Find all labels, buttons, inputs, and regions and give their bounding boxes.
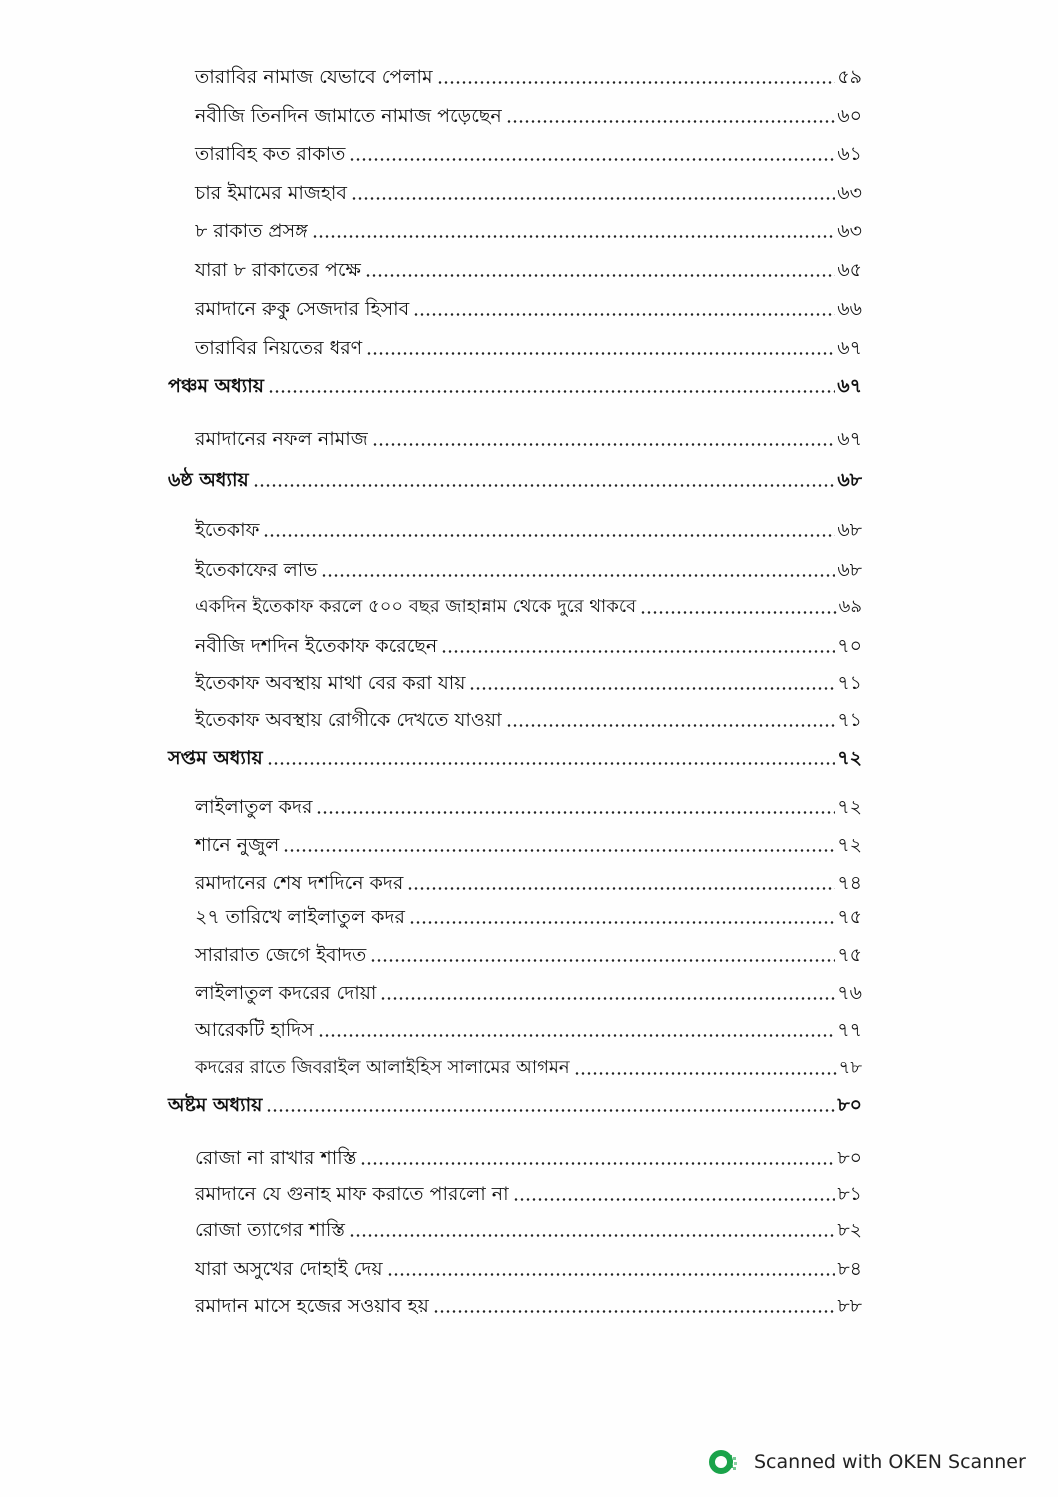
dot-leader [380, 997, 835, 1000]
toc-entry-title: ইতেকাফ অবস্থায় রোগীকে দেখতে যাওয়া [195, 709, 502, 731]
toc-entry-title: যারা অসুখের দোহাই দেয় [195, 1258, 383, 1280]
toc-entry-title: ২৭ তারিখে লাইলাতুল কদর [195, 906, 405, 928]
toc-entry-title: একদিন ইতেকাফ করলে ৫০০ বছর জাহান্নাম থেকে দুরে থাকবে [195, 596, 637, 617]
toc-entry-title: ইতেকাফ [195, 519, 260, 541]
dot-leader [506, 120, 836, 123]
toc-entry-page: ৭৪ [837, 872, 862, 894]
watermark-text: Scanned with OKEN Scanner [754, 1451, 1026, 1473]
dot-leader [351, 197, 835, 200]
toc-entry-page: ৬১ [837, 143, 862, 165]
toc-entry-title: ৮ রাকাত প্রসঙ্গ [195, 220, 308, 242]
toc-entry-page: ৭১ [837, 709, 862, 731]
toc-entry-page: ৬৮ [837, 519, 862, 541]
toc-entry-title: শানে নুজুল [195, 834, 280, 856]
toc-entry-title: রোজা না রাখার শাস্তি [195, 1147, 357, 1169]
dot-leader [312, 235, 836, 238]
toc-entry-page: ৬০ [837, 105, 862, 127]
toc-entry-page: ৭৫ [837, 944, 862, 966]
toc-entry-title: নবীজি দশদিন ইতেকাফ করেছেন [195, 635, 438, 657]
dot-leader [441, 650, 835, 653]
toc-entry-title: আরেকটি হাদিস [195, 1019, 314, 1041]
toc-entry [195, 1209, 862, 1243]
dot-leader [506, 724, 836, 727]
toc-entry [195, 625, 862, 659]
toc-entry-page: ৭২ [837, 796, 862, 818]
dot-leader [365, 274, 835, 277]
dot-leader [407, 887, 835, 890]
dot-leader [253, 484, 836, 487]
toc-entry-page: ৮০ [837, 1094, 862, 1116]
toc-entry-title: পঞ্চম অধ্যায় [168, 375, 264, 397]
toc-entry [195, 934, 862, 968]
toc-entry-title: রমাদানের নফল নামাজ [195, 428, 368, 450]
toc-entry-page: ৭৮ [838, 1057, 862, 1078]
toc-entry [195, 1137, 862, 1171]
toc-entry-page: ৮১ [837, 1183, 862, 1205]
dot-leader [266, 1109, 835, 1112]
toc-entry-page: ৭২ [837, 834, 862, 856]
toc-entry-page: ৮০ [837, 1147, 862, 1169]
toc-entry-title: সারারাত জেগে ইবাদত [195, 944, 367, 966]
dot-leader [349, 158, 835, 161]
toc-entry [195, 1009, 862, 1043]
oken-scanner-logo-icon [708, 1446, 740, 1478]
toc-chapter-heading [168, 737, 862, 771]
toc-entry-page: ৭২ [837, 747, 862, 769]
toc-entry-page: ৭১ [837, 672, 862, 694]
toc-entry-page: ৬৫ [837, 259, 862, 281]
toc-entry-title: সপ্তম অধ্যায় [168, 747, 263, 769]
toc-entry [195, 972, 862, 1006]
toc-chapter-heading [168, 459, 862, 493]
toc-entry [195, 509, 862, 543]
toc-entry-title: রমাদানে যে গুনাহ মাফ করাতে পারলো না [195, 1183, 509, 1205]
dot-leader [267, 762, 836, 765]
toc-entry-page: ৭০ [837, 635, 862, 657]
toc-entry-title: তারাবিহ কত রাকাত [195, 143, 346, 165]
toc-entry-title: ইতেকাফের লাভ [195, 559, 318, 581]
dot-leader [316, 811, 835, 814]
dot-leader [283, 849, 835, 852]
toc-entry [195, 327, 862, 361]
toc-entry-page: ৬৩ [837, 220, 862, 242]
toc-entry-page: ৬৭ [837, 428, 862, 450]
toc-entry [195, 824, 862, 858]
toc-entry-page: ৬৭ [837, 337, 862, 359]
dot-leader [413, 313, 835, 316]
toc-entry-title: ইতেকাফ অবস্থায় মাথা বের করা যায় [195, 672, 466, 694]
toc-entry-page: ৭৫ [837, 906, 862, 928]
toc-entry [195, 288, 862, 322]
toc-entry-page: ৮৮ [837, 1295, 862, 1317]
dot-leader [640, 611, 836, 614]
dot-leader [513, 1198, 836, 1201]
toc-entry-title: নবীজি তিনদিন জামাতে নামাজ পড়েছেন [195, 105, 502, 127]
scanner-watermark [708, 1442, 1026, 1482]
toc-entry-title: ৬ষ্ঠ অধ্যায় [168, 469, 249, 491]
toc-entry [195, 1173, 862, 1207]
toc-entry-title: রোজা ত্যাগের শাস্তি [195, 1219, 345, 1241]
toc-entry-title: লাইলাতুল কদর [195, 796, 313, 818]
toc-entry [195, 549, 862, 583]
toc-entry-page: ৬৬ [837, 298, 862, 320]
dot-leader [360, 1162, 835, 1165]
toc-entry [195, 249, 862, 283]
toc-entry-title: কদরের রাতে জিবরাইল আলাইহিস সালামের আগমন [195, 1057, 570, 1078]
toc-entry [195, 896, 862, 930]
dot-leader [574, 1072, 837, 1075]
dot-leader [263, 534, 835, 537]
toc-entry-title: চার ইমামের মাজহাব [195, 182, 347, 204]
toc-entry-page: ৭৭ [837, 1019, 862, 1041]
dot-leader [372, 443, 835, 446]
toc-entry [195, 56, 862, 90]
toc-entry [195, 1047, 862, 1081]
toc-entry-page: ৬৭ [837, 375, 862, 397]
toc-entry [195, 662, 862, 696]
dot-leader [437, 81, 836, 84]
toc-entry [195, 172, 862, 206]
toc-entry-title: লাইলাতুল কদরের দোয়া [195, 982, 377, 1004]
toc-entry-title: তারাবির নিয়তের ধরণ [195, 337, 363, 359]
toc-entry [195, 699, 862, 733]
dot-leader [321, 574, 835, 577]
toc-entry-title: তারাবির নামাজ যেভাবে পেলাম [195, 66, 433, 88]
toc-entry-title: রমাদান মাসে হজের সওয়াব হয় [195, 1295, 429, 1317]
toc-entry [195, 586, 862, 620]
toc-entry [195, 418, 862, 452]
dot-leader [268, 390, 835, 393]
dot-leader [370, 959, 835, 962]
toc-entry-title: অষ্টম অধ্যায় [168, 1094, 263, 1116]
dot-leader [469, 687, 835, 690]
toc-entry [195, 786, 862, 820]
dot-leader [387, 1273, 836, 1276]
dot-leader [433, 1310, 836, 1313]
toc-entry-title: যারা ৮ রাকাতের পক্ষে [195, 259, 361, 281]
toc-chapter-heading [168, 1084, 862, 1118]
dot-leader [409, 921, 835, 924]
toc-entry [195, 133, 862, 167]
dot-leader [318, 1034, 835, 1037]
toc-entry-page: ৫৯ [837, 66, 862, 88]
toc-entry [195, 210, 862, 244]
toc-entry-page: ৮৪ [837, 1258, 862, 1280]
toc-entry-page: ৬৯ [838, 596, 862, 617]
toc-chapter-heading [168, 365, 862, 399]
toc-entry-page: ৭৬ [837, 982, 862, 1004]
toc-entry [195, 1285, 862, 1319]
toc-entry-title: রমাদানে রুকু সেজদার হিসাব [195, 298, 410, 320]
dot-leader [366, 352, 835, 355]
toc-entry-page: ৬৮ [837, 559, 862, 581]
toc-entry-page: ৮২ [837, 1219, 862, 1241]
toc-entry-page: ৬৮ [837, 469, 862, 491]
dot-leader [349, 1234, 835, 1237]
toc-entry-page: ৬৩ [837, 182, 862, 204]
toc-entry [195, 95, 862, 129]
toc-entry [195, 1248, 862, 1282]
toc-entry [195, 862, 862, 896]
toc-entry-title: রমাদানের শেষ দশদিনে কদর [195, 872, 404, 894]
